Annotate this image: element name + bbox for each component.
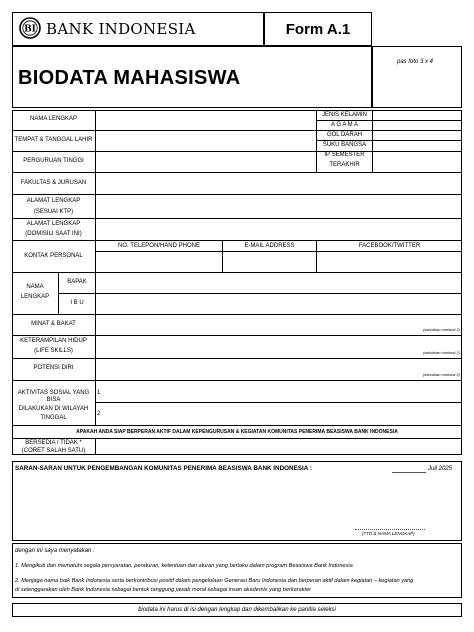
label-aktivitas-line3: TINGGAL (40, 415, 67, 421)
minimal-note-keterampilan: (sebutkan minimal 2) (422, 350, 460, 355)
label-nama-lengkap: NAMA LENGKAP (29, 116, 77, 122)
commitment-answer-line2: (CORET SALAH SATU) (21, 448, 86, 454)
statement-item-2b: di selenggarakan oleh Bank Indonesia sebagai bentuk tanggung jawab moral sebagai insan akademis yang berkarakter (15, 587, 312, 593)
commitment-answer (12, 440, 95, 455)
header-bank-box (12, 12, 264, 46)
label-keterampilan-line2: (LIFE SKILLS) (34, 348, 73, 354)
title-box (12, 46, 372, 108)
label-keterampilan (12, 338, 95, 355)
label-alamat-ktp-line2: (SESUAI KTP) (33, 209, 74, 215)
label-ibu: I B U (70, 300, 84, 306)
bank-name: BANK INDONESIA (46, 20, 196, 38)
label-minat-bakat: MINAT & BAKAT (31, 321, 76, 327)
minimal-note-minat: (sebutkan minimal 2) (422, 327, 460, 332)
label-tempat-tanggal-lahir: TEMPAT & TANGGAL LAHIR (14, 137, 93, 143)
label-alamat-ktp-line1: ALAMAT LENGKAP (26, 198, 81, 204)
label-potensi-diri: POTENSI DIRI (33, 365, 74, 371)
photo-note: pas foto 3 x 4 (397, 59, 434, 65)
statement-item-1: 1. Mengikuti dan mematuhi segala persyaratan, peraturan, ketentuan dan aturan yang berlaku dalam program Beasiswa Bank Indonesia (15, 563, 353, 569)
statement-item-2a: 2. Menjaga nama baik Bank Indonesia serta berkontribusi positif dalam pengelolaan Generasi Baru Indonesia dan berperan aktif dalam kegiatan – kegiatan yang (15, 578, 414, 584)
statement-intro: dengan ini saya menyatakan : (15, 548, 95, 554)
aktivitas-num-1: 1 (97, 390, 101, 396)
label-alamat-domisili-line2: (DOMISILI SAAT INI) (25, 231, 82, 237)
page-title: BIODATA MAHASISWA (18, 67, 241, 89)
suggestions-label: SARAN-SARAN UNTUK PENGEMBANGAN KOMUNITAS PENERIMA BEASISWA BANK INDONESIA : (15, 465, 312, 472)
label-aktivitas-line2: DILAKUKAN DI WILAYAH (18, 406, 89, 412)
header-email: E-MAIL ADDRESS (244, 243, 295, 249)
label-jenis-kelamin: JENIS KELAMIN (321, 112, 367, 118)
label-kontak-personal: KONTAK PERSONAL (24, 253, 83, 259)
label-agama: A G A M A (330, 122, 358, 128)
date-text: Juli 2025 (428, 466, 453, 472)
label-ip-semester (317, 152, 372, 169)
label-ip-semester-line1: IP SEMESTER (324, 152, 365, 158)
label-nama-lengkap-ortu (12, 284, 58, 301)
label-alamat-ktp (12, 198, 95, 216)
bank-indonesia-logo-icon (19, 17, 41, 39)
minimal-note-potensi: (sebutkan minimal 2) (422, 372, 460, 377)
commitment-question: APAKAH ANDA SIAP BERPERAN AKTIF DALAM KEPENGURUSAN & KEGIATAN KOMUNITAS PENERIMA BEASISWA BANK INDONESIA (76, 429, 398, 435)
aktivitas-num-2: 2 (97, 411, 101, 417)
label-ip-semester-line2: TERAKHIR (329, 162, 360, 168)
label-gol-darah: GOL DARAH (326, 132, 363, 138)
photo-box (372, 46, 462, 108)
svg-text:BI: BI (24, 24, 36, 35)
label-alamat-domisili-line1: ALAMAT LENGKAP (26, 221, 81, 227)
label-aktivitas-sosial (12, 390, 95, 422)
label-fakultas-jurusan: FAKULTAS & JURUSAN (20, 180, 87, 186)
label-alamat-domisili (12, 221, 95, 238)
form-code: Form A.1 (264, 12, 372, 46)
label-perguruan-tinggi: PERGURUAN TINGGI (23, 158, 84, 164)
commitment-answer-line1: BERSEDIA / TIDAK * (25, 440, 82, 446)
date-line (392, 472, 426, 473)
header-phone: NO. TELEPON/HAND PHONE (118, 243, 200, 249)
label-ortu-line1: NAMA (26, 284, 44, 290)
signature-note: (TTD & NAMA LENGKAP) (362, 531, 415, 536)
footer-note: biodata ini harus di isi dengan lengkap dan dikembalikan ke panitia seleksi (12, 603, 462, 617)
label-bapak: BAPAK (67, 279, 87, 285)
header-social: FACEBOOK/TWITTER (358, 243, 421, 249)
signature-line (355, 529, 425, 530)
label-ortu-line2: LENGKAP (20, 294, 50, 300)
label-keterampilan-line1: KETERAMPILAN HIDUP (20, 338, 87, 344)
label-suku-bangsa: SUKU BANGSA (322, 142, 367, 148)
label-aktivitas-line1: AKTIVITAS SOSIAL YANG BISA (17, 390, 90, 403)
